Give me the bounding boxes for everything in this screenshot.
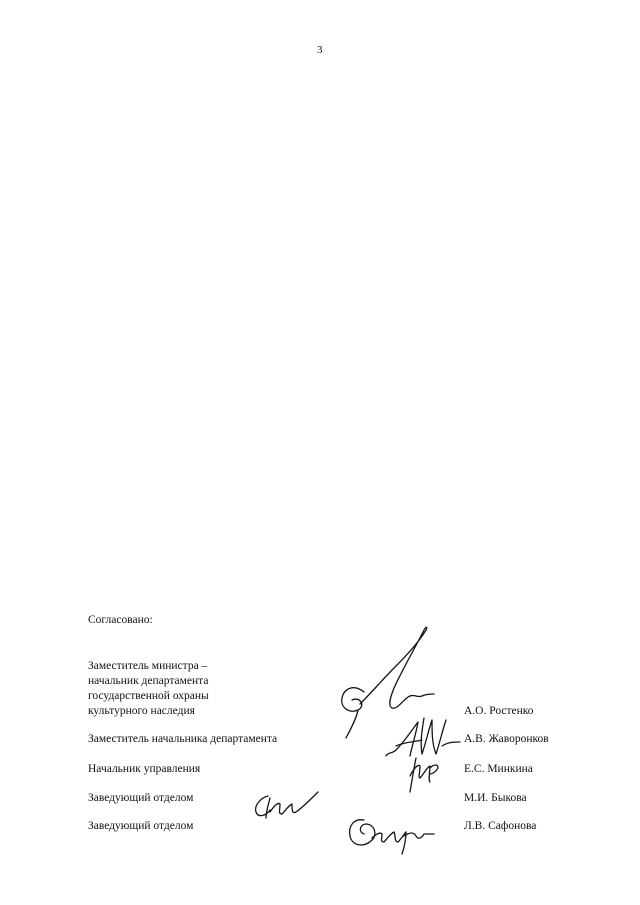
signatory-row-3 xyxy=(88,761,558,777)
page-number: 3 xyxy=(317,44,323,56)
signatory-name: А.В. Жаворонков xyxy=(464,733,549,745)
signatory-name: Л.В. Сафонова xyxy=(464,820,537,832)
signature-minkina xyxy=(406,754,440,794)
approval-heading: Согласовано: xyxy=(88,614,153,626)
signatory-row-1 xyxy=(88,653,558,719)
signatory-row-4 xyxy=(88,790,558,806)
signatory-position: Начальник управления xyxy=(88,763,201,775)
signatory-name: Е.С. Минкина xyxy=(464,763,533,775)
signatory-name: А.О. Ростенко xyxy=(464,705,534,717)
signatory-position: Заведующий отделом xyxy=(88,820,194,832)
signatory-row-5 xyxy=(88,818,558,834)
signature-safonova xyxy=(344,810,436,854)
signature-bykova xyxy=(250,788,320,822)
signatory-name: М.И. Быкова xyxy=(464,792,527,804)
signatory-position: Заведующий отделом xyxy=(88,792,194,804)
signatory-position: Заместитель министра – начальник департамента государственной охраны культурного наследия xyxy=(88,660,209,717)
signatory-row-2 xyxy=(88,731,558,747)
signatory-position: Заместитель начальника департамента xyxy=(88,733,278,745)
